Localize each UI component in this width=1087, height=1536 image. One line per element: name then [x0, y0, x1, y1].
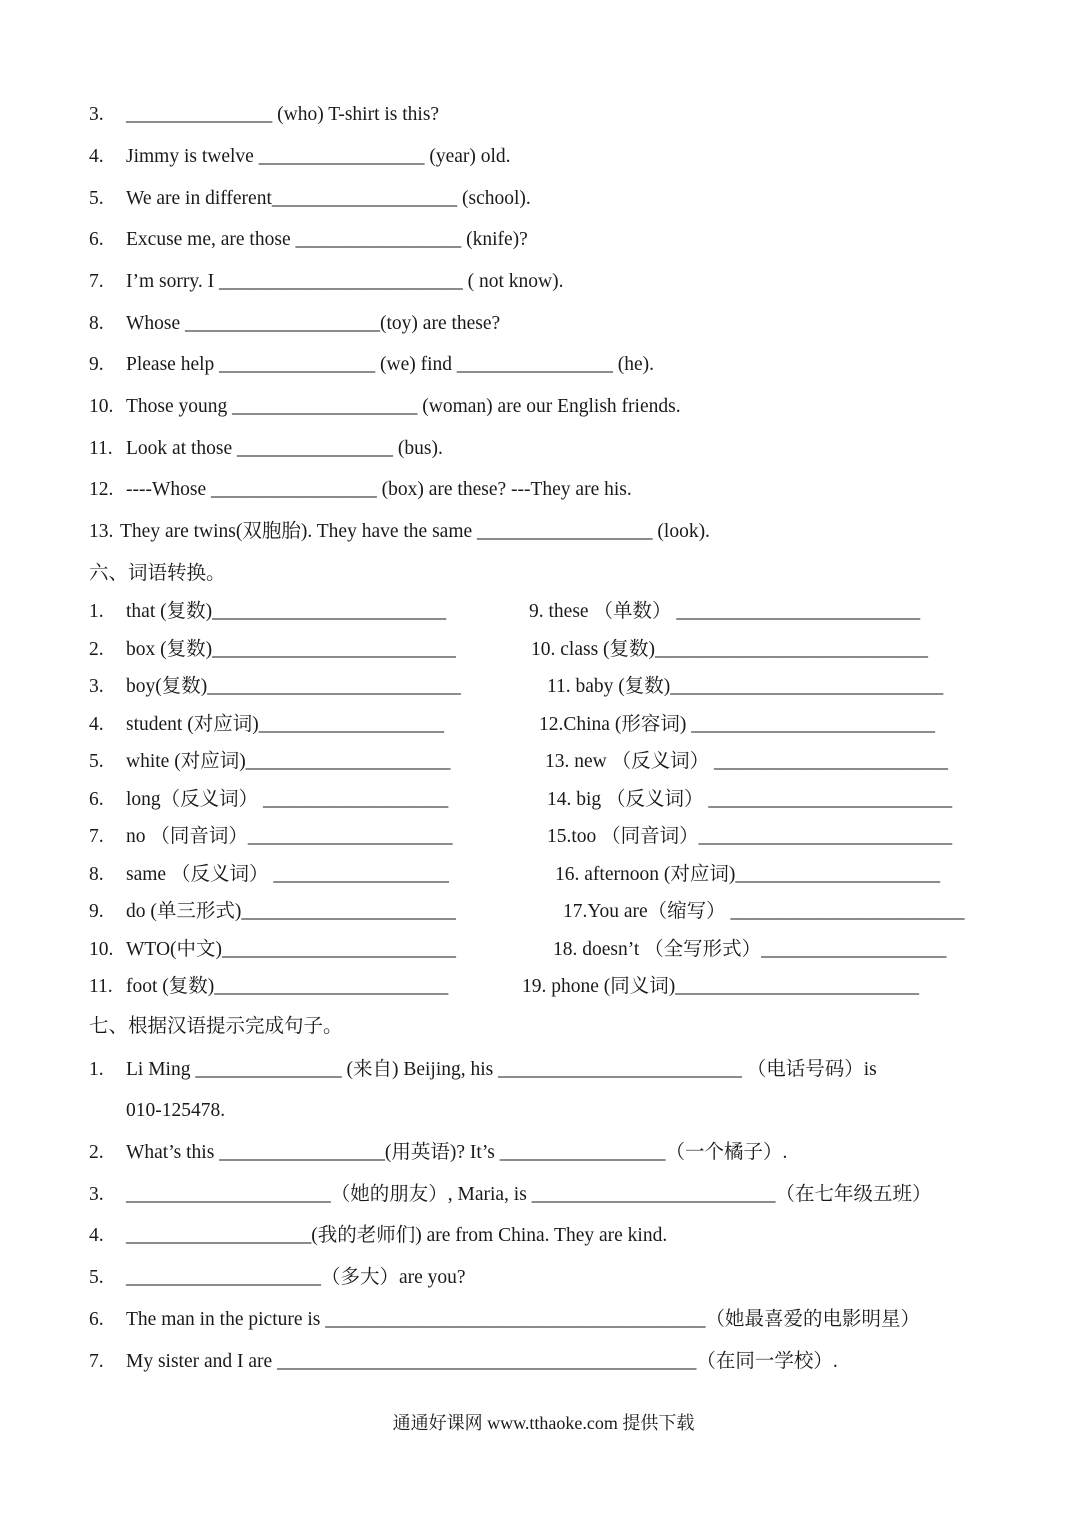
- word-right: 13. new （反义词） ________________________: [545, 751, 948, 772]
- item-number: 8.: [89, 864, 104, 885]
- item-text: _____________________（她的朋友）, Maria, is _________________________（在七年级五班）: [126, 1184, 932, 1205]
- word-right: 19. phone (同义词)_________________________: [522, 976, 920, 997]
- item-text: Excuse me, are those _________________ (knife)?: [126, 229, 528, 250]
- item-text: ___________________(我的老师们) are from China. They are kind.: [126, 1225, 668, 1246]
- word-right: 11. baby (复数)____________________________: [547, 676, 944, 697]
- item-number: 12.: [89, 479, 114, 500]
- item-text: They are twins(双胞胎). They have the same __________________ (look).: [120, 521, 710, 542]
- item-continuation: 010-125478.: [126, 1100, 226, 1121]
- item-number: 4.: [89, 1225, 104, 1246]
- item-number: 2.: [89, 639, 104, 660]
- item-number: 5.: [89, 751, 104, 772]
- item-number: 11.: [89, 438, 113, 459]
- item-number: 1.: [89, 1059, 104, 1080]
- item-text: Please help ________________ (we) find ________________ (he).: [126, 354, 655, 375]
- page-footer: 通通好课网 www.tthaoke.com 提供下载: [392, 1413, 695, 1433]
- item-text: Those young ___________________ (woman) are our English friends.: [126, 396, 681, 417]
- word-left: box (复数)_________________________: [126, 639, 456, 660]
- item-number: 3.: [89, 1184, 104, 1205]
- item-text: _______________ (who) T-shirt is this?: [126, 104, 440, 125]
- item-number: 5.: [89, 1267, 104, 1288]
- item-number: 7.: [89, 271, 104, 292]
- item-text: We are in different___________________ (school).: [126, 188, 531, 209]
- item-text: Whose ____________________(toy) are these?: [126, 313, 501, 334]
- item-number: 6.: [89, 1309, 104, 1330]
- item-number: 10.: [89, 396, 114, 417]
- section-title: 七、根据汉语提示完成句子。: [89, 1016, 343, 1037]
- item-text: Jimmy is twelve _________________ (year) old.: [126, 146, 511, 167]
- item-text: Li Ming _______________ (来自) Beijing, his _________________________ （电话号码）is: [126, 1059, 877, 1080]
- item-number: 8.: [89, 313, 104, 334]
- item-number: 13.: [89, 521, 114, 542]
- item-number: 7.: [89, 1351, 104, 1372]
- word-right: 10. class (复数)____________________________: [531, 639, 929, 660]
- item-number: 2.: [89, 1142, 104, 1163]
- item-number: 11.: [89, 976, 113, 997]
- item-number: 5.: [89, 188, 104, 209]
- item-number: 3.: [89, 676, 104, 697]
- word-right: 16. afternoon (对应词)_____________________: [555, 864, 941, 885]
- item-number: 4.: [89, 714, 104, 735]
- word-right: 15.too （同音词）__________________________: [547, 826, 953, 847]
- word-right: 17.You are（缩写） ________________________: [563, 901, 965, 922]
- word-left: student (对应词)___________________: [126, 714, 444, 735]
- word-right: 9. these （单数） _________________________: [529, 601, 921, 622]
- item-text: What’s this _________________(用英语)? It’s _________________（一个橘子）.: [126, 1142, 788, 1163]
- item-number: 6.: [89, 789, 104, 810]
- item-text: Look at those ________________ (bus).: [126, 438, 443, 459]
- word-left: same （反义词） __________________: [126, 864, 449, 885]
- item-number: 1.: [89, 601, 104, 622]
- word-left: foot (复数)________________________: [126, 976, 449, 997]
- word-right: 12.China (形容词) _________________________: [539, 714, 935, 735]
- item-text: I’m sorry. I _________________________ ( not know).: [126, 271, 564, 292]
- word-left: WTO(中文)________________________: [126, 939, 457, 960]
- word-left: no （同音词）_____________________: [126, 826, 453, 847]
- word-left: that (复数)________________________: [126, 601, 447, 622]
- item-number: 10.: [89, 939, 114, 960]
- word-left: boy(复数)__________________________: [126, 676, 461, 697]
- item-number: 3.: [89, 104, 104, 125]
- word-left: long（反义词） ___________________: [126, 789, 449, 810]
- item-text: The man in the picture is _______________________________________（她最喜爱的电影明星）: [126, 1309, 921, 1330]
- word-right: 18. doesn’t （全写形式）___________________: [553, 939, 947, 960]
- item-number: 7.: [89, 826, 104, 847]
- item-text: ----Whose _________________ (box) are these? ---They are his.: [126, 479, 632, 500]
- item-text: ____________________（多大）are you?: [126, 1267, 466, 1288]
- item-number: 9.: [89, 354, 104, 375]
- word-left: do (单三形式)______________________: [126, 901, 456, 922]
- item-number: 4.: [89, 146, 104, 167]
- word-left: white (对应词)_____________________: [126, 751, 451, 772]
- item-text: My sister and I are ___________________________________________（在同一学校）.: [126, 1351, 838, 1372]
- item-number: 9.: [89, 901, 104, 922]
- section-title: 六、词语转换。: [89, 563, 226, 584]
- item-number: 6.: [89, 229, 104, 250]
- word-right: 14. big （反义词） _________________________: [547, 789, 953, 810]
